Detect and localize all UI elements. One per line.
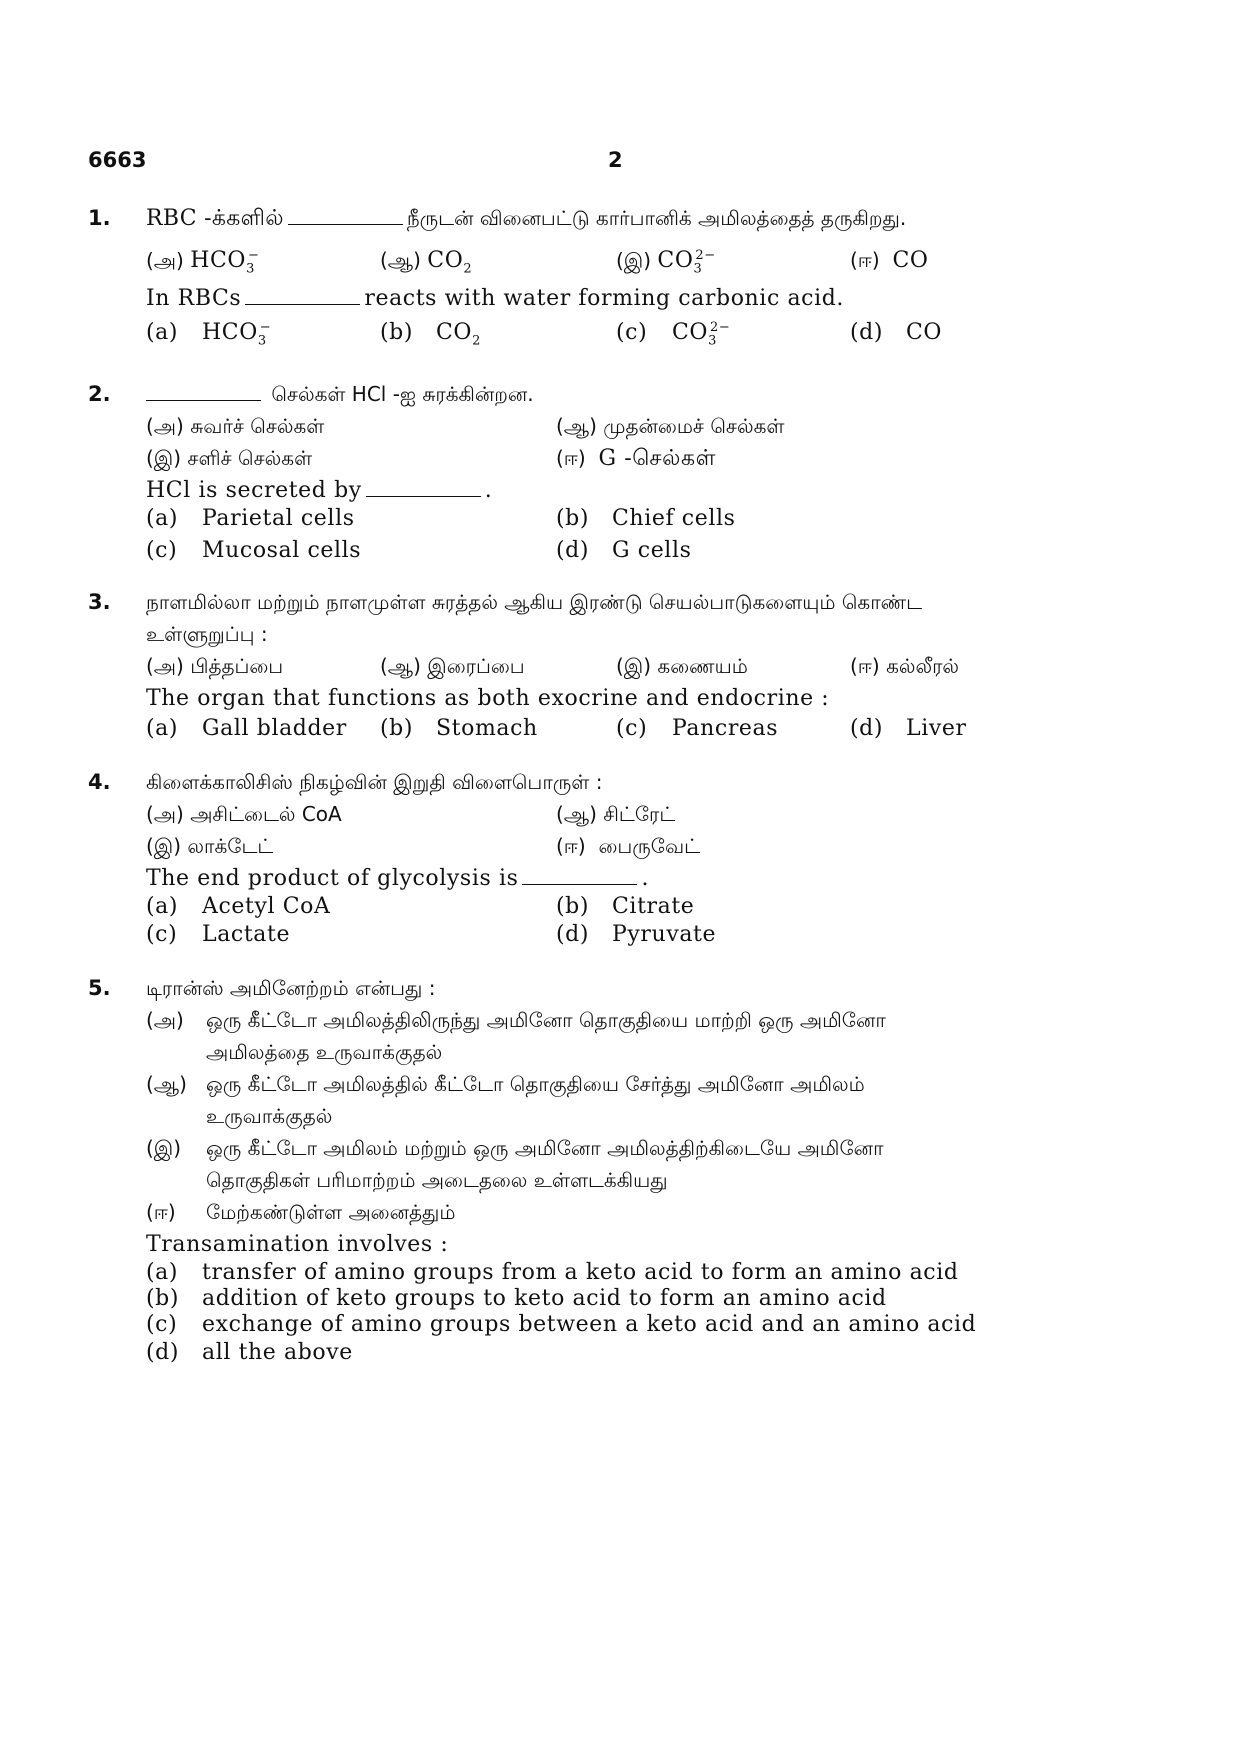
stem-part: In RBCs bbox=[146, 286, 242, 311]
tamil-option-d: (ஈ) G -செல்கள் bbox=[556, 446, 717, 471]
option-formula: $HCO_3^-$ bbox=[202, 320, 272, 349]
tamil-option-c: (இ) லாக்டேட் bbox=[146, 834, 274, 858]
tamil-stem bbox=[146, 382, 534, 409]
tamil-option-b: (ஆ) முதன்மைச் செல்கள் bbox=[556, 414, 785, 438]
stem-text: HCl is secreted by bbox=[146, 478, 362, 503]
tamil-option-b bbox=[380, 248, 472, 276]
question-number: 1. bbox=[88, 206, 111, 230]
english-option-a: (a) Gall bladder bbox=[146, 716, 347, 741]
tamil-stem-line2: உள்ளுறுப்பு : bbox=[146, 622, 268, 646]
tamil-stem: கிளைக்காலிசிஸ் நிகழ்வின் இறுதி விளைபொருள் : bbox=[146, 770, 603, 794]
tamil-stem-line1: நாளமில்லா மற்றும் நாளமுள்ள சுரத்தல் ஆகிய இரண்டு செயல்பாடுகளையும் கொண்ட bbox=[146, 590, 923, 614]
tamil-option-c: (இ) கணையம் bbox=[616, 654, 748, 678]
english-option-b bbox=[380, 320, 481, 348]
option-formula: $CO_2$ bbox=[436, 320, 481, 349]
option-label: (அ) bbox=[146, 248, 184, 273]
english-stem: The organ that functions as both exocrine and endocrine : bbox=[146, 686, 830, 711]
tamil-option-c-line1: ஒரு கீட்டோ அமிலம் மற்றும் ஒரு அமினோ அமிலத்திற்கிடையே அமினோ bbox=[206, 1136, 884, 1160]
english-option-d: (d) G cells bbox=[556, 538, 692, 563]
stem-text: The end product of glycolysis is bbox=[146, 866, 519, 891]
english-option-d: (d) Liver bbox=[850, 716, 967, 741]
english-option-d bbox=[850, 320, 942, 345]
option-label: (a) bbox=[146, 320, 179, 346]
tamil-option-d bbox=[850, 248, 929, 275]
tamil-option-b: (ஆ) இரைப்பை bbox=[380, 654, 525, 678]
option-label: (d) bbox=[850, 320, 884, 345]
english-option-c bbox=[616, 320, 730, 349]
tamil-option-c: (இ) சளிச் செல்கள் bbox=[146, 446, 313, 470]
option-formula: CO bbox=[892, 248, 929, 273]
english-option-a bbox=[146, 320, 271, 349]
english-option-a: (a) transfer of amino groups from a keto acid to form an amino acid bbox=[146, 1260, 959, 1285]
tamil-option-d: (ஈ) கல்லீரல் bbox=[850, 654, 960, 678]
tamil-option-c bbox=[616, 248, 716, 277]
tamil-option-a: (அ) பித்தப்பை bbox=[146, 654, 284, 678]
english-option-d: (d) Pyruvate bbox=[556, 922, 717, 947]
english-option-b: (b) Citrate bbox=[556, 894, 695, 919]
option-formula: $CO_3^{2-}$ bbox=[672, 320, 731, 349]
tamil-option-c-label: (இ) bbox=[146, 1136, 182, 1160]
question-number: 3. bbox=[88, 590, 111, 614]
answer-blank bbox=[522, 883, 637, 885]
tamil-option-b-line1: ஒரு கீட்டோ அமிலத்தில் கீட்டோ தொகுதியை சேர்த்து அமினோ அமிலம் bbox=[206, 1072, 865, 1096]
tamil-stem: டிரான்ஸ் அமினேற்றம் என்பது : bbox=[146, 976, 436, 1000]
stem-part: reacts with water forming carbonic acid. bbox=[364, 286, 845, 311]
tamil-option-b-label: (ஆ) bbox=[146, 1072, 187, 1096]
option-label: (ஆ) bbox=[380, 248, 421, 272]
english-option-c: (c) Lactate bbox=[146, 922, 291, 947]
tamil-option-c-line2: தொகுதிகள் பரிமாற்றம் அடைதலை உள்ளடக்கியது bbox=[206, 1168, 668, 1192]
english-stem: Transamination involves : bbox=[146, 1232, 449, 1257]
stem-text: செல்கள் HCl -ஐ சுரக்கின்றன. bbox=[271, 382, 534, 406]
answer-blank bbox=[288, 223, 403, 225]
stem-part: நீருடன் வினைபட்டு கார்பானிக் அமிலத்தைத் தருகிறது. bbox=[406, 206, 907, 230]
english-stem bbox=[146, 286, 844, 311]
option-formula: $CO_3^{2-}$ bbox=[657, 248, 716, 277]
tamil-option-a-line1: ஒரு கீட்டோ அமிலத்திலிருந்து அமினோ தொகுதியை மாற்றி ஒரு அமினோ bbox=[206, 1008, 886, 1032]
english-option-b: (b) Stomach bbox=[380, 716, 538, 741]
tamil-option-a: (அ) அசிட்டைல் CoA bbox=[146, 802, 342, 826]
option-label: (b) bbox=[380, 320, 414, 345]
answer-blank bbox=[245, 303, 360, 305]
answer-blank bbox=[146, 399, 261, 401]
english-option-c: (c) exchange of amino groups between a keto acid and an amino acid bbox=[146, 1312, 977, 1337]
tamil-option-a-label: (அ) bbox=[146, 1008, 184, 1032]
option-label: (இ) bbox=[616, 248, 652, 273]
answer-blank bbox=[366, 495, 481, 497]
question-number: 5. bbox=[88, 976, 111, 1000]
tamil-option-a: (அ) சுவர்ச் செல்கள் bbox=[146, 414, 325, 438]
question-number: 2. bbox=[88, 382, 111, 406]
english-option-a: (a) Acetyl CoA bbox=[146, 894, 331, 919]
page-number: 2 bbox=[608, 148, 623, 172]
option-formula: $HCO_3^-$ bbox=[190, 248, 260, 277]
tamil-option-d-line1: மேற்கண்டுள்ள அனைத்தும் bbox=[206, 1200, 456, 1224]
english-option-c: (c) Pancreas bbox=[616, 716, 779, 741]
option-label: (c) bbox=[616, 320, 648, 346]
tamil-stem bbox=[146, 206, 906, 234]
tamil-option-a-line2: அமிலத்தை உருவாக்குதல் bbox=[206, 1040, 443, 1064]
tamil-option-b-line2: உருவாக்குதல் bbox=[206, 1104, 333, 1128]
english-option-b: (b) addition of keto groups to keto acid to form an amino acid bbox=[146, 1286, 887, 1311]
stem-part: RBC -க்களில் bbox=[146, 206, 284, 231]
tamil-option-d-label: (ஈ) bbox=[146, 1200, 176, 1224]
option-formula: CO bbox=[906, 320, 943, 345]
option-formula: $CO_2$ bbox=[427, 248, 473, 277]
tamil-option-d: (ஈ) பைருவேட் bbox=[556, 834, 701, 858]
english-stem: The end product of glycolysis is . bbox=[146, 866, 650, 891]
tamil-option-b: (ஆ) சிட்ரேட் bbox=[556, 802, 676, 826]
english-option-a: (a) Parietal cells bbox=[146, 506, 355, 531]
tamil-option-a bbox=[146, 248, 259, 277]
option-label: (ஈ) bbox=[850, 248, 880, 272]
english-stem: HCl is secreted by . bbox=[146, 478, 493, 503]
english-option-d: (d) all the above bbox=[146, 1340, 353, 1365]
question-number: 4. bbox=[88, 770, 111, 794]
english-option-b: (b) Chief cells bbox=[556, 506, 736, 531]
paper-code: 6663 bbox=[88, 148, 147, 172]
english-option-c: (c) Mucosal cells bbox=[146, 538, 362, 563]
